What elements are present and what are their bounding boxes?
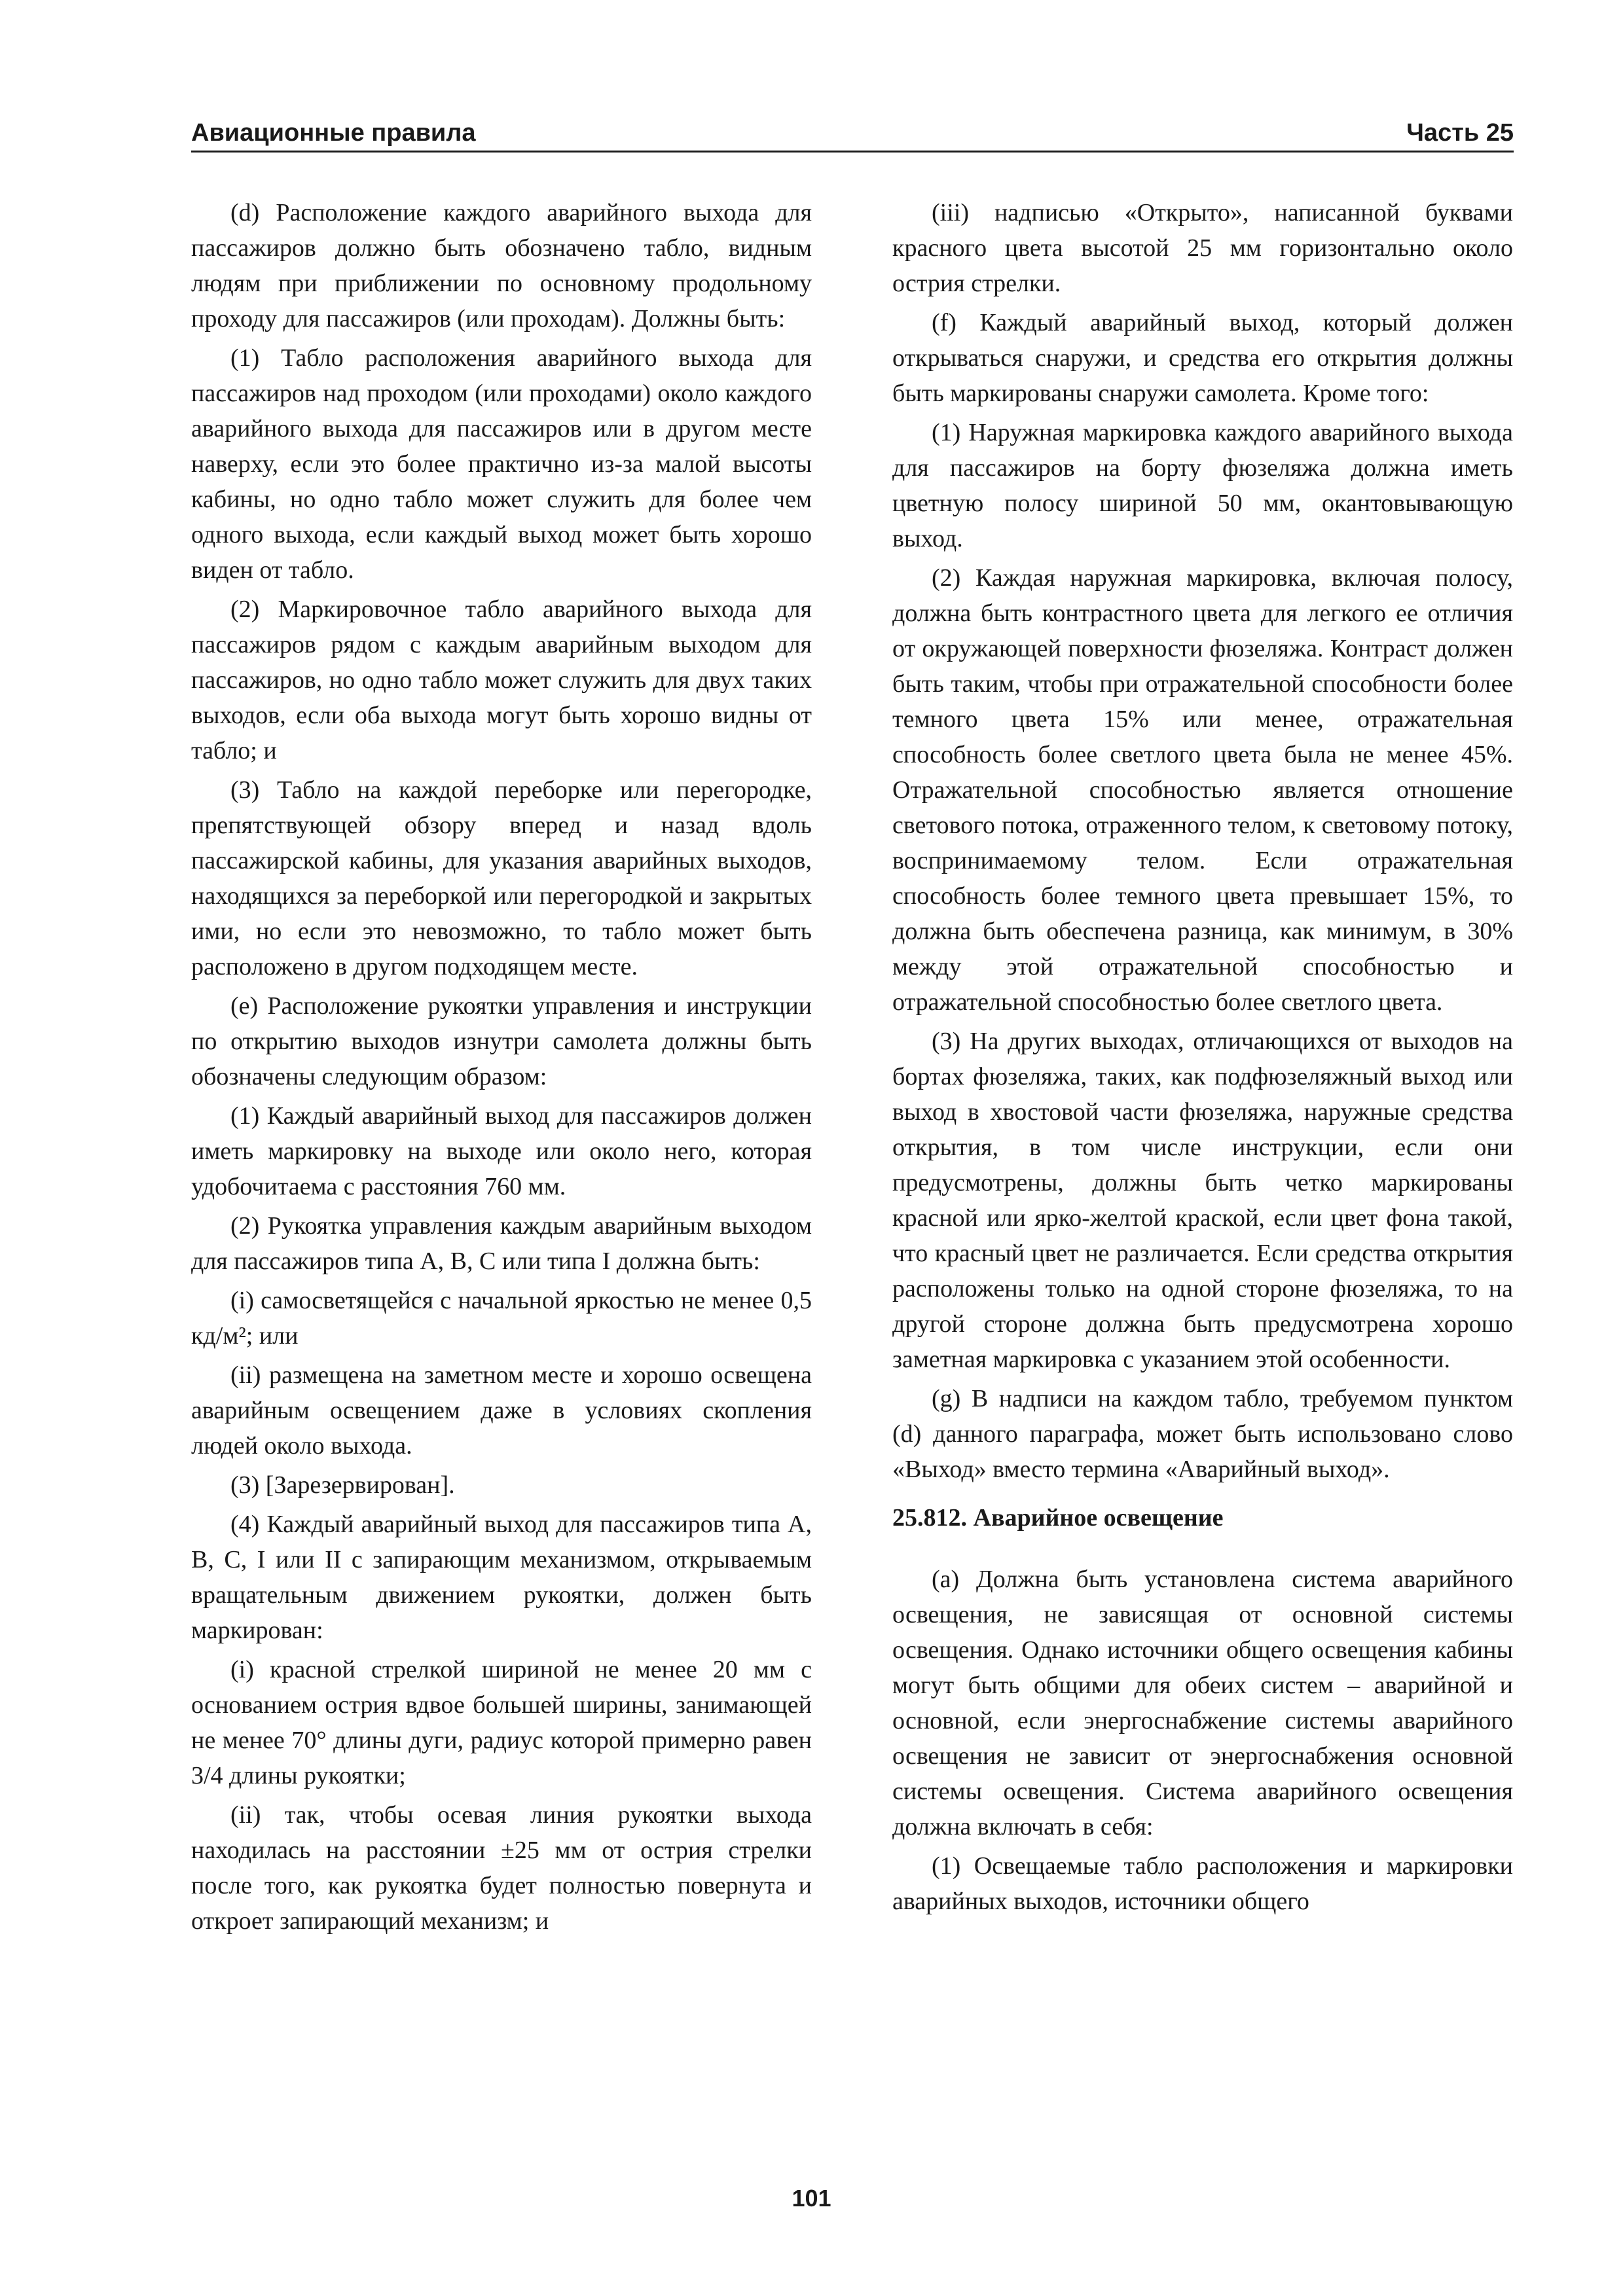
- paragraph: (i) самосветящейся с начальной яркостью не менее 0,5 кд/м²; или: [191, 1287, 812, 1350]
- paragraph: (3) [Зарезервирован].: [230, 1471, 455, 1499]
- paragraph: (3) Табло на каждой переборке или перегородке, препятствующей обзору вперед и назад вдоль пассажирской кабины, для указания аварийных выходов, находящихся за переборкой или перегородкой и закрытых ими, но если это невозможно, то табло может быть расположено в другом подходящем месте.: [191, 776, 812, 980]
- paragraph: (1) Каждый аварийный выход для пассажиров должен иметь маркировку на выходе или около него, которая удобочитаема с расстояния 760 мм.: [191, 1102, 812, 1200]
- page-header: [191, 117, 1514, 149]
- header-title: Авиационные правила: [191, 119, 476, 147]
- paragraph: (2) Каждая наружная маркировка, включая полосу, должна быть контрастного цвета для легкого ее отличия от окружающей поверхности фюзеляжа. Контраст должен быть таким, чтобы при отражательной способности более темного цвета 15% или менее, отражательная способность более светлого цвета была не менее 45%. Отражательной способностью является отношение светового потока, отраженного телом, к световому потоку, воспринимаемому телом. Если отражательная способность более темного цвета превышает 15%, то должна быть обеспечена разница, как минимум, в 30% между этой отражательной способностью и отражательной способностью более светлого цвета.: [892, 564, 1513, 1016]
- paragraph: (1) Наружная маркировка каждого аварийного выхода для пассажиров на борту фюзеляжа должна иметь цветную полосу шириной 50 мм, окантовывающую выход.: [892, 419, 1513, 552]
- paragraph: (g) В надписи на каждом табло, требуемом пунктом (d) данного параграфа, может быть использовано слово «Выход» вместо термина «Аварийный выход».: [892, 1385, 1513, 1483]
- header-part: Часть 25: [1406, 119, 1514, 147]
- paragraph: (d) Расположение каждого аварийного выхода для пассажиров должно быть обозначено табло, видным людям при приближении по основному продольному проходу для пассажиров (или проходам). Должны быть:: [191, 199, 812, 332]
- section-heading: 25.812. Аварийное освещение: [892, 1504, 1224, 1532]
- page-number: 101: [792, 2185, 831, 2212]
- paragraph: (iii) надписью «Открыто», написанной буквами красного цвета высотой 25 мм горизонтально около острия стрелки.: [892, 199, 1513, 297]
- paragraph: (3) На других выходах, отличающихся от выходов на бортах фюзеляжа, таких, как подфюзеляжный выход или выход в хвостовой части фюзеляжа, наружные средства открытия, в том числе инструкции, если они предусмотрены, должны быть четко маркированы красной или ярко-желтой краской, если цвет фона такой, что красный цвет не различается. Если средства открытия расположены только на одной стороне фюзеляжа, то на другой стороне должна быть предусмотрена хорошо заметная маркировка с указанием этой особенности.: [892, 1028, 1513, 1373]
- header-divider: [191, 151, 1514, 152]
- paragraph: (2) Рукоятка управления каждым аварийным выходом для пассажиров типа A, B, C или типа I должна быть:: [191, 1212, 812, 1275]
- paragraph: (4) Каждый аварийный выход для пассажиров типа A, B, C, I или II с запирающим механизмом, открываемым вращательным движением рукоятки, должен быть маркирован:: [191, 1511, 812, 1644]
- paragraph: (i) красной стрелкой шириной не менее 20 мм с основанием острия вдвое большей ширины, занимающей не менее 70° длины дуги, радиус которой примерно равен 3/4 длины рукоятки;: [191, 1656, 812, 1789]
- paragraph: (1) Табло расположения аварийного выхода для пассажиров над проходом (или проходами) около каждого аварийного выхода для пассажиров или в другом месте наверху, если это более практично из-за малой высоты кабины, но одно табло может служить для более чем одного выхода, если каждый выход может быть хорошо виден от табло.: [191, 344, 812, 584]
- paragraph: (f) Каждый аварийный выход, который должен открываться снаружи, и средства его открытия должны быть маркированы снаружи самолета. Кроме того:: [892, 309, 1513, 407]
- paragraph: (ii) размещена на заметном месте и хорошо освещена аварийным освещением даже в условиях скопления людей около выхода.: [191, 1361, 812, 1460]
- paragraph: (ii) так, чтобы осевая линия рукоятки выхода находилась на расстоянии ±25 мм от острия стрелки после того, как рукоятка будет полностью повернута и откроет запирающий механизм; и: [191, 1801, 812, 1935]
- paragraph: (2) Маркировочное табло аварийного выхода для пассажиров рядом с каждым аварийным выходом для пассажиров, но одно табло может служить для двух таких выходов, если оба выхода могут быть хорошо видны от табло; и: [191, 596, 812, 764]
- paragraph: (1) Освещаемые табло расположения и маркировки аварийных выходов, источники общего: [892, 1852, 1513, 1915]
- right-column: [892, 195, 1513, 1923]
- left-column: [191, 195, 812, 1943]
- paragraph: (e) Расположение рукоятки управления и инструкции по открытию выходов изнутри самолета должны быть обозначены следующим образом:: [191, 992, 812, 1090]
- paragraph: (a) Должна быть установлена система аварийного освещения, не зависящая от основной системы освещения. Однако источники общего освещения кабины могут быть общими для обеих систем – аварийной и основной, если энергоснабжение системы аварийного освещения не зависит от энергоснабжения основной системы освещения. Система аварийного освещения должна включать в себя:: [892, 1566, 1513, 1840]
